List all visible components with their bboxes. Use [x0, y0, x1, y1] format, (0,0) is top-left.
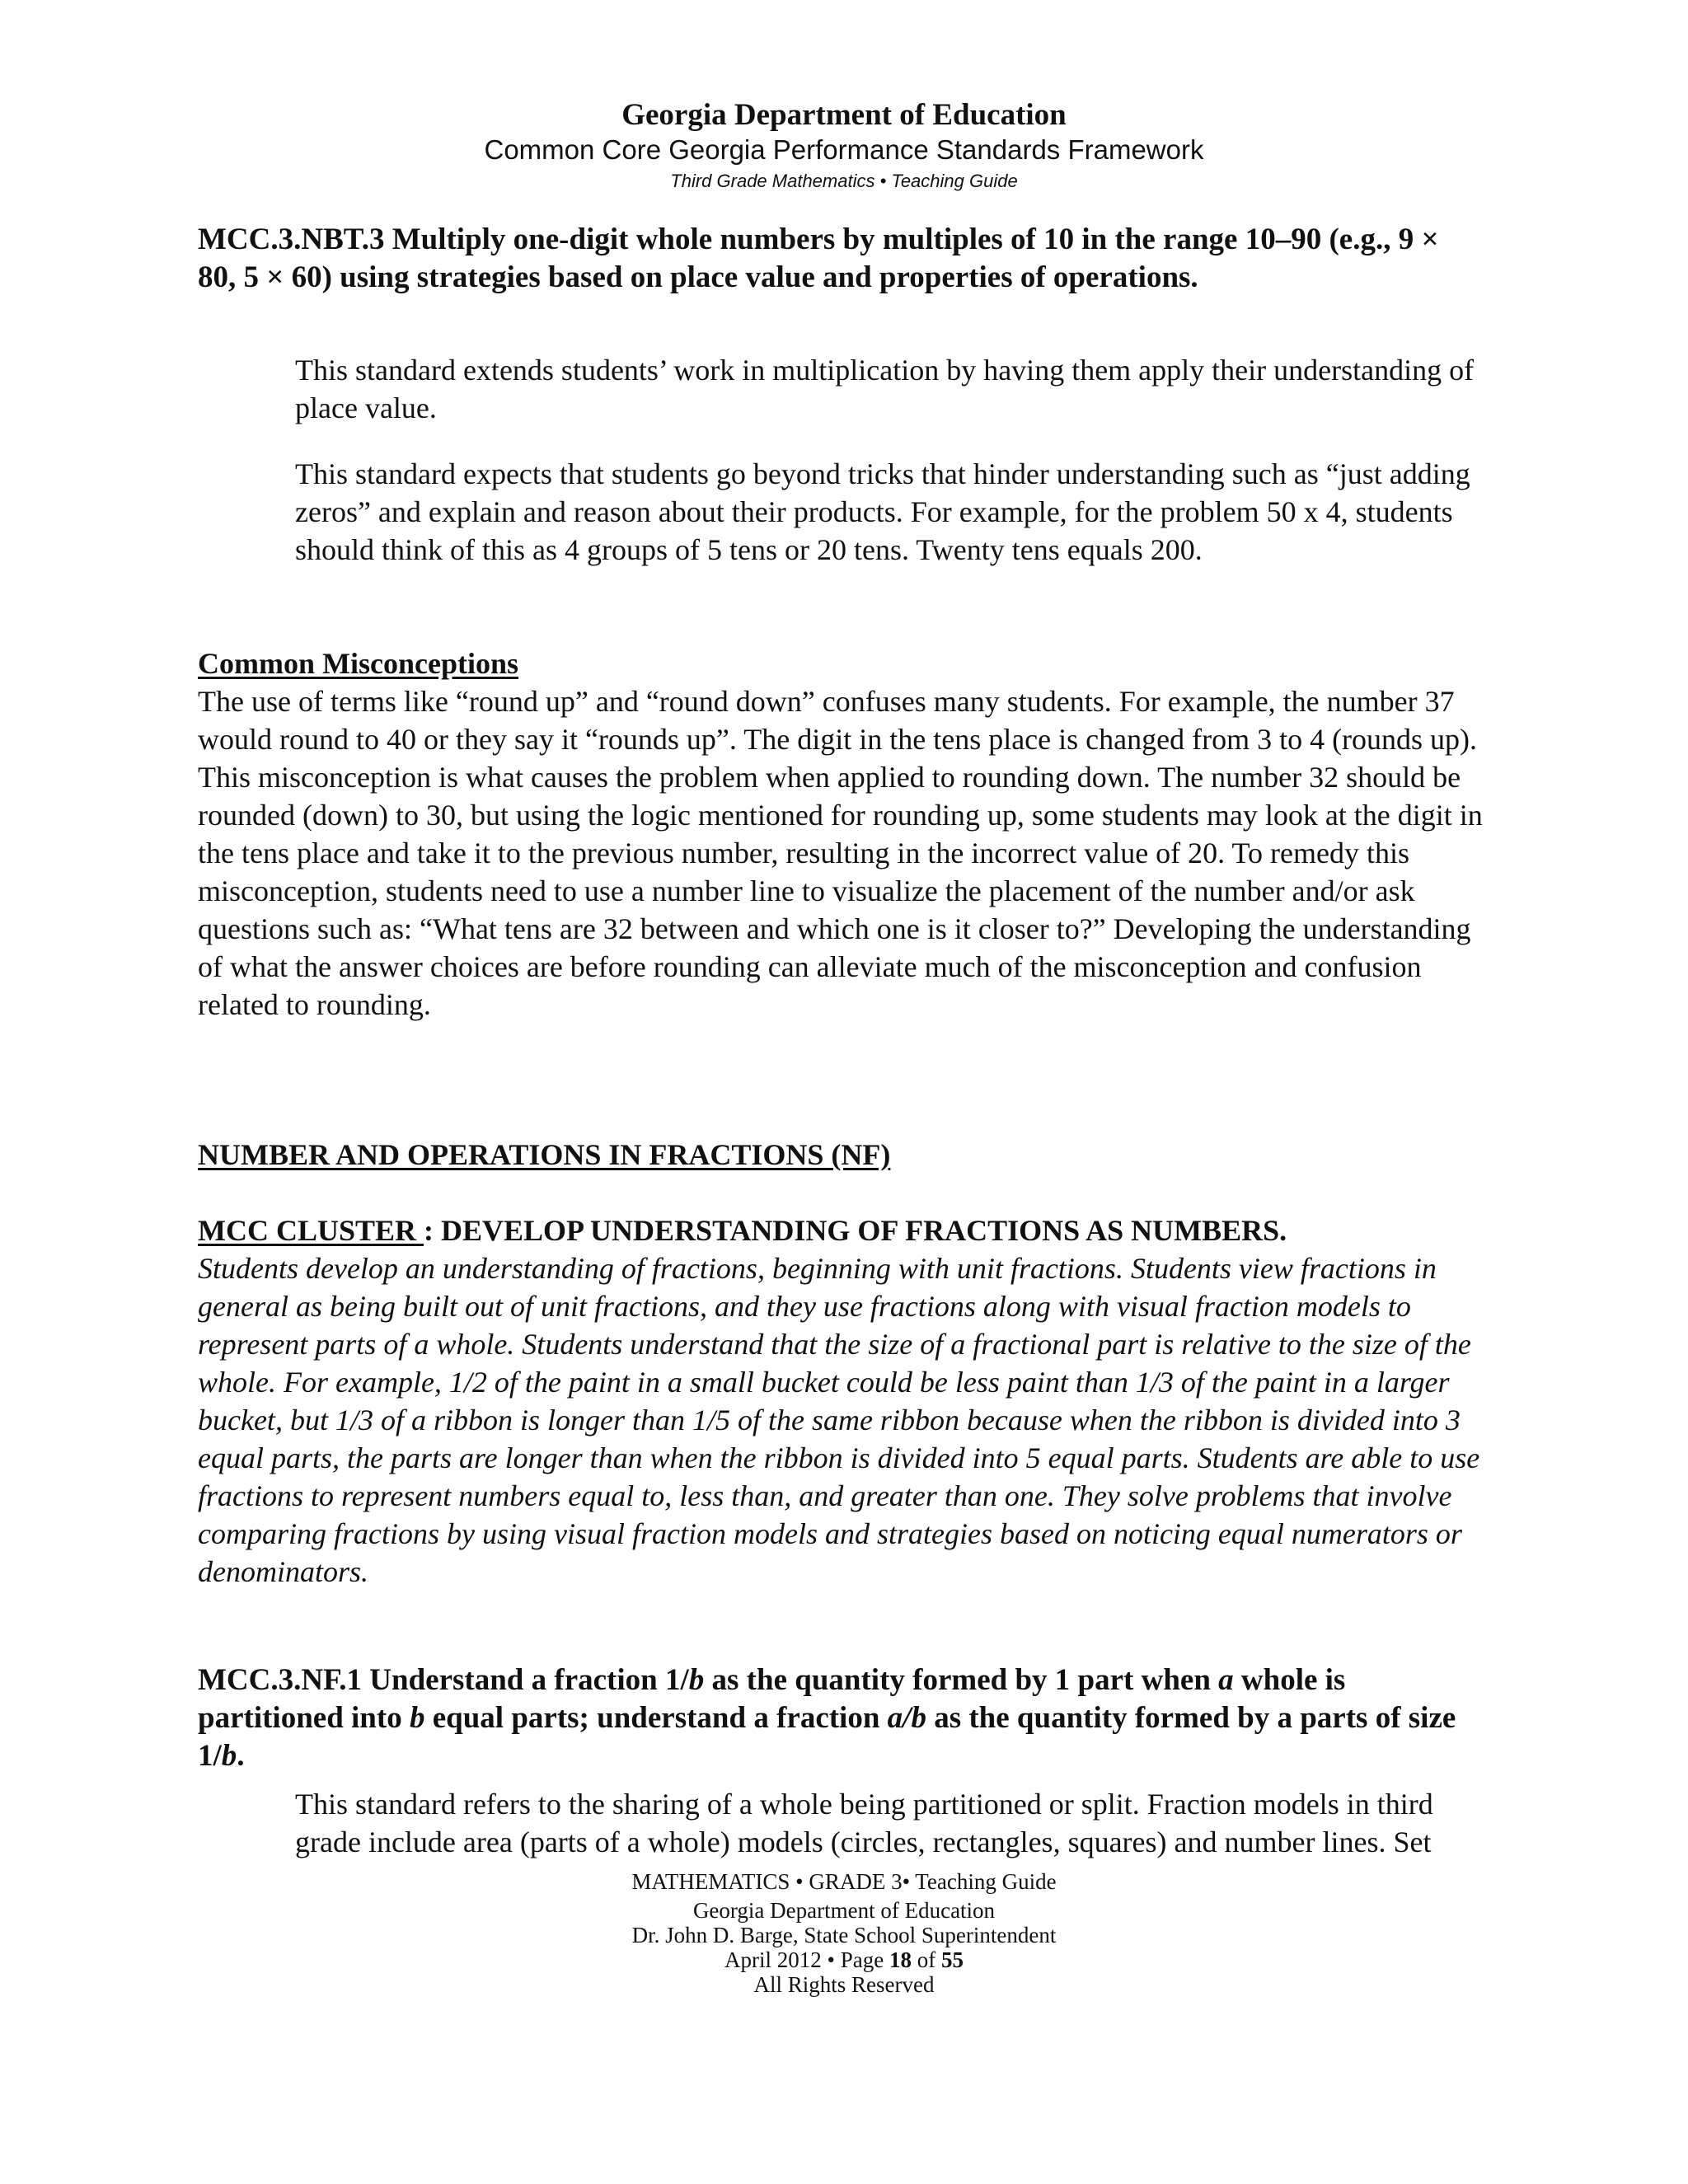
header-framework: Common Core Georgia Performance Standards Framework [484, 134, 1204, 165]
cluster-heading [198, 1212, 1484, 1249]
nf1-title-var: b [688, 1663, 705, 1697]
footer-line-3: Dr. John D. Barge, State School Superintendent [631, 1923, 1057, 1947]
nf1-title-var: a/b [887, 1701, 926, 1735]
cluster-title: : DEVELOP UNDERSTANDING OF FRACTIONS AS NUMBERS. [424, 1214, 1287, 1247]
nf1-title-part: as the quantity formed by a parts of size 1/ [198, 1701, 1456, 1773]
page-number: 18 [889, 1947, 912, 1972]
nf1-title-var: b [221, 1739, 237, 1773]
nbt3-paragraph-2: This standard expects that students go beyond tricks that hinder understanding such as “just adding zeros” and explain and reason about their products. For example, for the problem 50 x 4, students should think of this as 4 groups of 5 tens or 20 tens. Twenty tens equals 200. [295, 457, 1470, 566]
cluster-description: Students develop an understanding of fractions, beginning with unit fractions. Students view fractions in general as being built out of unit fractions, and they use fractions along with visual fraction models to represent parts of a whole. Students understand that the size of a fractional part is relative to the size of the whole. For example, 1/2 of the paint in a small bucket could be less paint than 1/3 of the paint in a larger bucket, but 1/3 of a ribbon is longer than 1/5 of the same ribbon because when the ribbon is divided into 3 equal parts, the parts are longer than when the ribbon is divided into 5 equal parts. Students are able to use fractions to represent numbers equal to, less than, and greater than one. They solve problems that involve comparing fractions by using visual fraction models and strategies based on noticing equal numerators or denominators. [198, 1252, 1480, 1588]
misconceptions-heading: Common Misconceptions [198, 647, 518, 680]
nf1-title-var: b [409, 1701, 425, 1735]
nf1-title-part: whole is partitioned into [198, 1663, 1346, 1735]
nf1-title-part: MCC.3.NF.1 Understand a fraction 1/ [198, 1663, 689, 1697]
nf1-paragraph: This standard refers to the sharing of a whole being partitioned or split. Fraction models in third grade include area (parts of a whole) models (circles, rectangles, squares) and number lines. Set [295, 1788, 1433, 1858]
header-guide: Third Grade Mathematics • Teaching Guide [670, 171, 1018, 191]
standard-nf1-title [198, 1661, 1484, 1775]
misconceptions-text: The use of terms like “round up” and “round down” confuses many students. For example, the number 37 would round to 40 or they say it “rounds up”. The digit in the tens place is changed from 3 to 4 (rounds up). This misconception is what causes the problem when applied to rounding down. The number 32 should be rounded (down) to 30, but using the logic mentioned for rounding up, some students may look at the digit in the tens place and take it to the previous number, resulting in the incorrect value of 20. To remedy this misconception, students need to use a number line to visualize the placement of the number and/or ask questions such as: “What tens are 32 between and which one is it closer to?” Developing the understanding of what the answer choices are before rounding can alleviate much of the misconception and confusion related to rounding. [198, 685, 1483, 1021]
nf1-title-var: a [1218, 1663, 1234, 1697]
nf1-title-part: equal parts; understand a fraction [424, 1701, 888, 1735]
nf1-title-part: . [237, 1739, 245, 1773]
nf-heading: NUMBER AND OPERATIONS IN FRACTIONS (NF) [198, 1138, 891, 1171]
footer-rights: All Rights Reserved [753, 1972, 935, 1997]
cluster-label: MCC CLUSTER [198, 1214, 424, 1247]
header-org: Georgia Department of Education [621, 98, 1067, 132]
standard-nbt3-title: MCC.3.NBT.3 Multiply one-digit whole numbers by multiples of 10 in the range 10–90 (e.g., 9 × 80, 5 × 60) using strategies based on place value and properties of operations. [198, 223, 1439, 294]
nf1-title-part: as the quantity formed by 1 part when [704, 1663, 1219, 1697]
nbt3-paragraph-1: This standard extends students’ work in multiplication by having them apply their understanding of place value. [295, 354, 1475, 424]
footer-page-line [0, 1947, 1688, 1973]
footer-line-1: MATHEMATICS • GRADE 3• Teaching Guide [631, 1869, 1057, 1894]
page-total: 55 [940, 1947, 964, 1972]
footer-line-2: Georgia Department of Education [692, 1898, 996, 1923]
footer-of: of [911, 1947, 941, 1972]
footer-date: April 2012 • Page [724, 1947, 889, 1972]
